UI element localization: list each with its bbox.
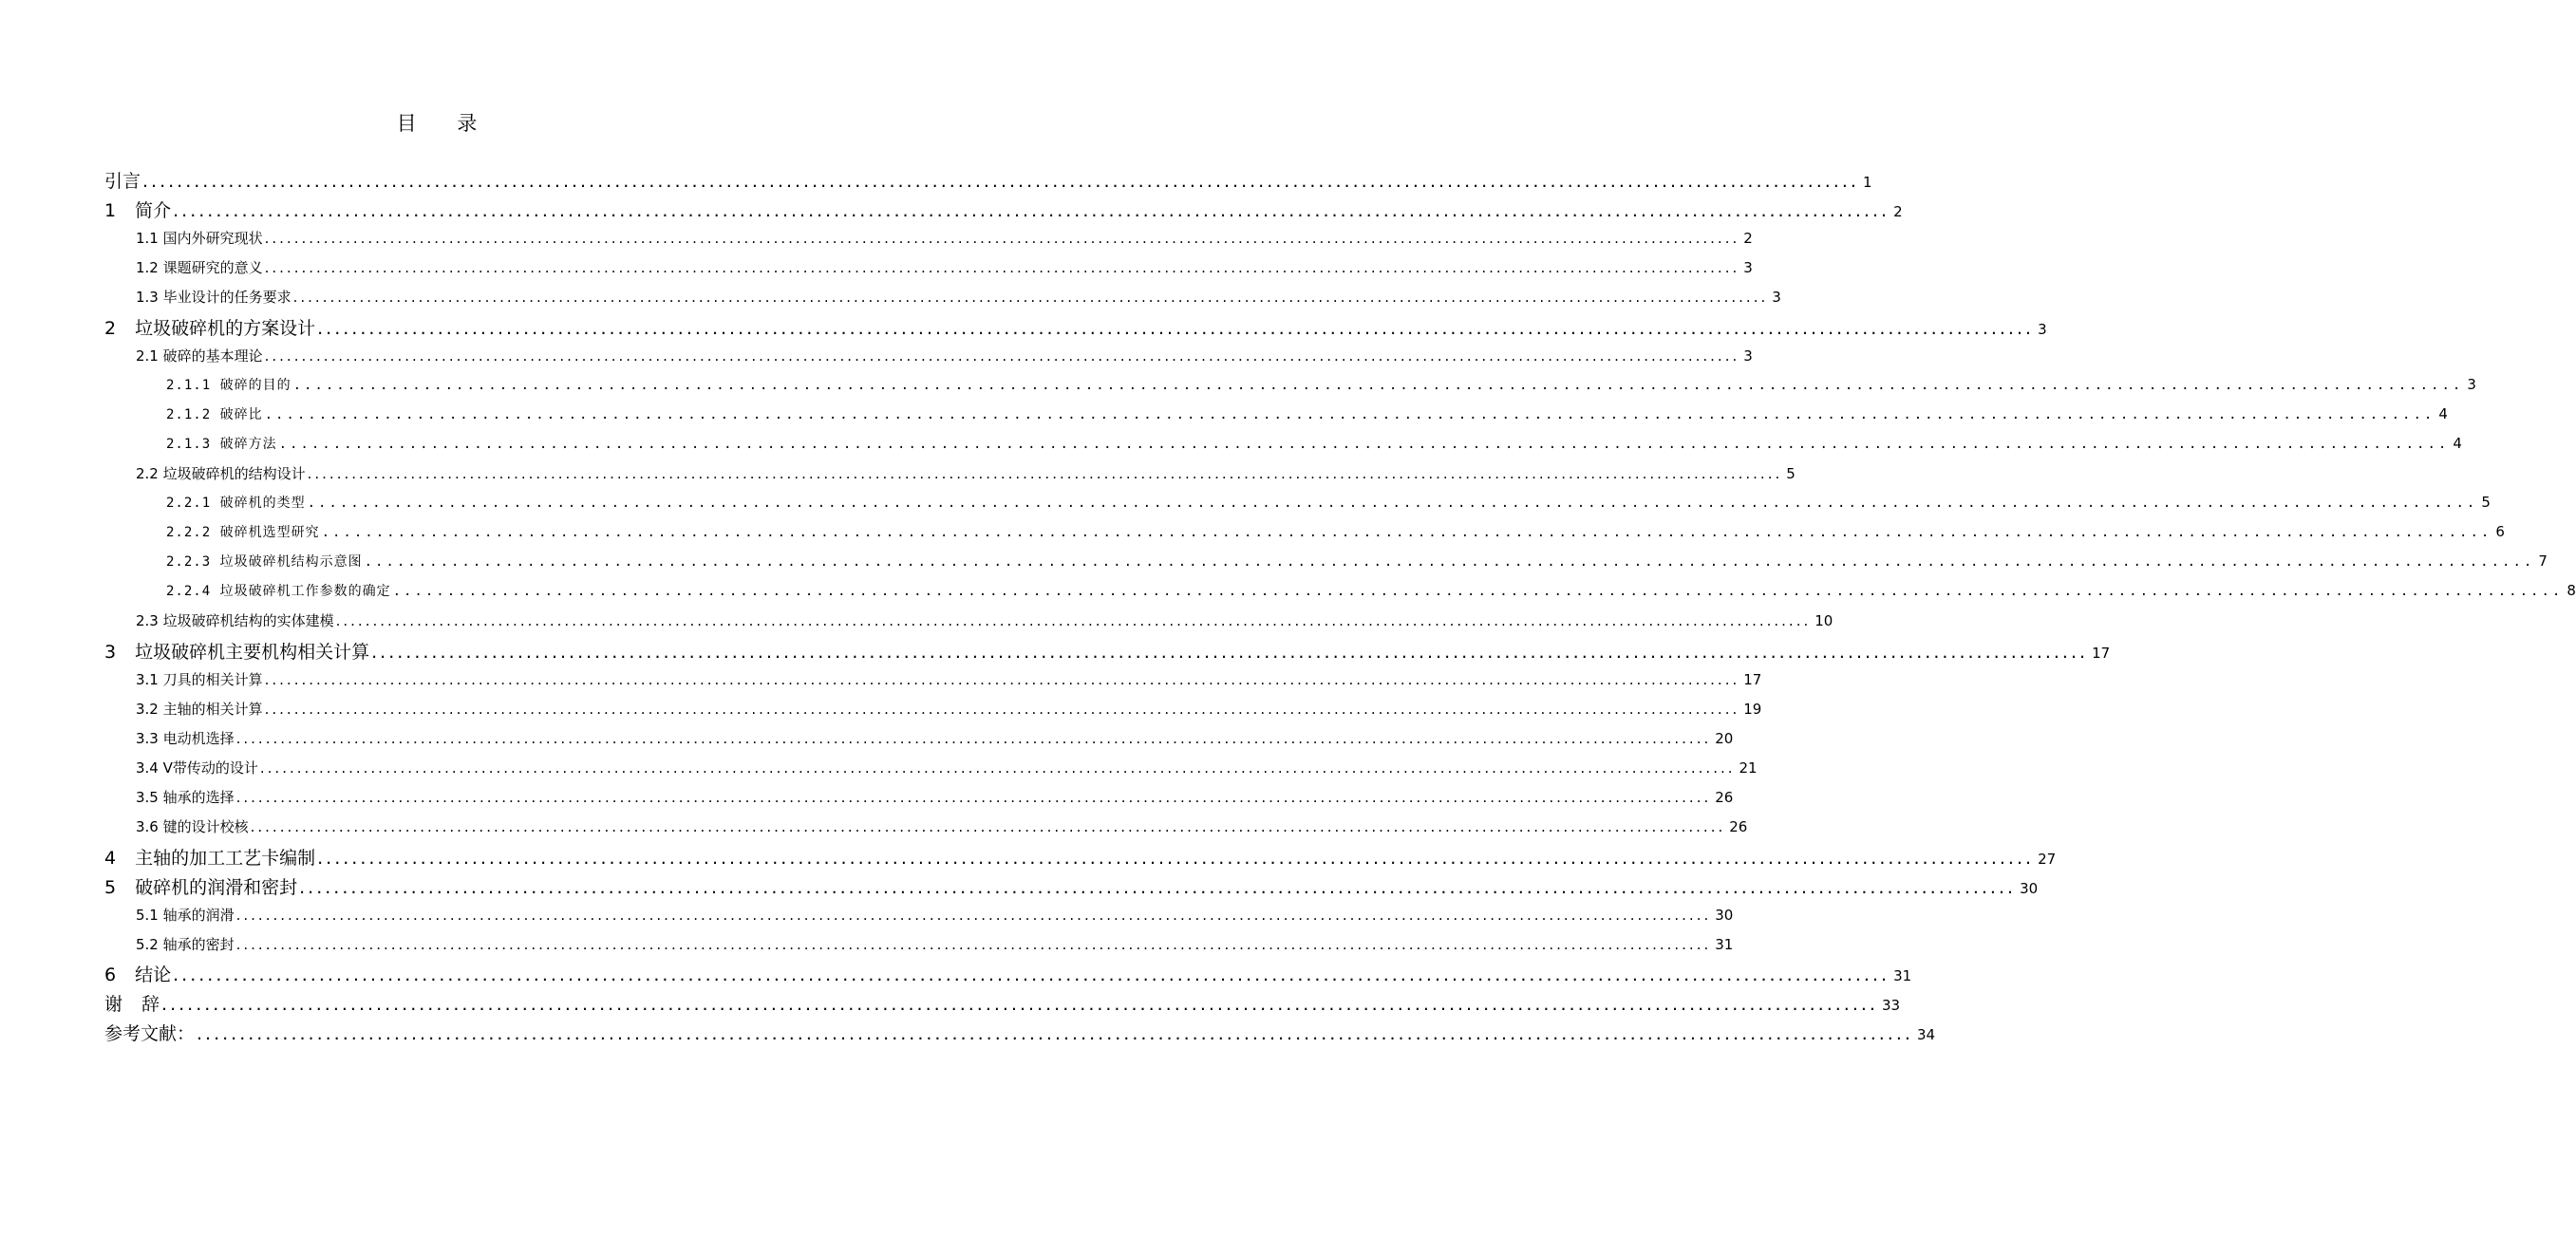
toc-leader-dots: ........................................................................................................................................................................................................ bbox=[371, 642, 2089, 663]
toc-leader-dots: ........................................................................................................................................................................................................ bbox=[161, 994, 1878, 1015]
toc-page-number: 26 bbox=[1715, 789, 1734, 806]
toc-page-number: 1 bbox=[1862, 174, 1872, 191]
toc-page-number: 31 bbox=[1893, 967, 1912, 984]
toc-entry[interactable] bbox=[166, 552, 2548, 571]
toc-leader-dots: ........................................................................................................................................................................................................ bbox=[264, 347, 1740, 365]
toc-leader-dots: ........................................................................................................................................................................................................ bbox=[364, 554, 2535, 570]
toc-page-number: 2 bbox=[1893, 203, 1903, 220]
toc-leader-dots: ........................................................................................................................................................................................................ bbox=[235, 936, 1712, 953]
toc-entry[interactable] bbox=[136, 346, 1753, 365]
toc-entry[interactable] bbox=[136, 758, 1758, 777]
toc-page-number: 5 bbox=[2481, 494, 2491, 511]
toc-page-number: 8 bbox=[2567, 582, 2576, 599]
toc-entry-title: 3.2 主轴的相关计算 bbox=[136, 701, 263, 718]
toc-entry-title: 5.1 轴承的润滑 bbox=[136, 907, 235, 924]
toc-entry-title: 5 破碎机的润滑和密封 bbox=[104, 877, 298, 898]
toc-page-number: 20 bbox=[1715, 730, 1734, 747]
toc-entry-title: 2.1.3 破碎方法 bbox=[166, 437, 277, 452]
toc-leader-dots: ........................................................................................................................................................................................................ bbox=[307, 496, 2478, 511]
toc-leader-dots: ........................................................................................................................................................................................................ bbox=[299, 877, 2017, 898]
toc-page-number: 2 bbox=[1743, 230, 1753, 247]
toc-entry[interactable] bbox=[166, 493, 2491, 512]
toc-entry[interactable] bbox=[136, 257, 1753, 277]
toc-page-number: 21 bbox=[1739, 759, 1758, 777]
toc-entry-title: 2.2.3 垃圾破碎机结构示意图 bbox=[166, 554, 363, 570]
toc-entry-title: 3.4 V带传动的设计 bbox=[136, 759, 258, 777]
toc-leader-dots: ........................................................................................................................................................................................................ bbox=[335, 612, 1812, 629]
toc-page-number: 3 bbox=[2038, 321, 2047, 338]
toc-entry[interactable] bbox=[136, 699, 1762, 719]
toc-entry[interactable] bbox=[166, 404, 2448, 423]
toc-entry[interactable] bbox=[136, 728, 1734, 748]
toc-entry-title: 3.1 刀具的相关计算 bbox=[136, 671, 263, 688]
toc-page-number: 34 bbox=[1916, 1026, 1936, 1043]
toc-page-number: 30 bbox=[1715, 907, 1734, 924]
toc-leader-dots: ........................................................................................................................................................................................................ bbox=[292, 378, 2464, 393]
toc-entry-title: 1.2 课题研究的意义 bbox=[136, 259, 263, 276]
toc-entry-title: 3.6 键的设计校核 bbox=[136, 818, 249, 835]
toc-leader-dots: ........................................................................................................................................................................................................ bbox=[264, 701, 1740, 718]
toc-entry[interactable] bbox=[136, 610, 1833, 630]
toc-entry[interactable] bbox=[136, 287, 1781, 307]
toc-entry-title: 2 垃圾破碎机的方案设计 bbox=[104, 318, 316, 339]
toc-entry-title: 2.3 垃圾破碎机结构的实体建模 bbox=[136, 612, 334, 629]
toc-entry[interactable] bbox=[104, 1020, 1936, 1045]
toc-page-number: 17 bbox=[2092, 645, 2111, 662]
toc-leader-dots: ........................................................................................................................................................................................................ bbox=[197, 1023, 1913, 1044]
toc-leader-dots: ........................................................................................................................................................................................................ bbox=[264, 259, 1740, 276]
toc-entry[interactable] bbox=[136, 228, 1753, 248]
toc-page-number: 6 bbox=[2495, 523, 2505, 540]
toc-entry-title: 1.3 毕业设计的任务要求 bbox=[136, 289, 291, 306]
toc-entry[interactable] bbox=[104, 197, 1903, 222]
toc-leader-dots: ........................................................................................................................................................................................................ bbox=[392, 584, 2564, 599]
toc-entry-title: 4 主轴的加工工艺卡编制 bbox=[104, 848, 316, 869]
toc-page-number: 26 bbox=[1729, 818, 1748, 835]
toc-entry-title: 参考文献： bbox=[104, 1023, 196, 1044]
toc-entry-title: 引言 bbox=[104, 171, 141, 192]
toc-page-number: 3 bbox=[2467, 376, 2476, 393]
toc-leader-dots: ........................................................................................................................................................................................................ bbox=[173, 200, 1890, 221]
toc-page-number: 3 bbox=[1743, 259, 1753, 276]
toc-leader-dots: ........................................................................................................................................................................................................ bbox=[278, 437, 2450, 452]
toc-leader-dots: ........................................................................................................................................................................................................ bbox=[235, 789, 1712, 806]
toc-entry[interactable] bbox=[104, 314, 2047, 340]
toc-entry-title: 1.1 国内外研究现状 bbox=[136, 230, 263, 247]
toc-leader-dots: ........................................................................................................................................................................................................ bbox=[250, 818, 1726, 835]
toc-entry-title: 6 结论 bbox=[104, 964, 172, 985]
toc-leader-dots: ........................................................................................................................................................................................................ bbox=[264, 230, 1740, 247]
toc-leader-dots: ........................................................................................................................................................................................................ bbox=[307, 465, 1783, 482]
toc-leader-dots: ........................................................................................................................................................................................................ bbox=[317, 848, 2035, 869]
toc-entry[interactable] bbox=[136, 905, 1734, 925]
toc-leader-dots: ........................................................................................................................................................................................................ bbox=[321, 525, 2492, 540]
toc-entry-title: 3.3 电动机选择 bbox=[136, 730, 235, 747]
toc-entry[interactable] bbox=[104, 990, 1901, 1016]
toc-entry[interactable] bbox=[166, 522, 2505, 541]
toc-leader-dots: ........................................................................................................................................................................................................ bbox=[235, 730, 1712, 747]
toc-entry[interactable] bbox=[166, 581, 2576, 600]
toc-entry[interactable] bbox=[136, 816, 1748, 836]
page-title: 目 录 bbox=[396, 112, 495, 135]
toc-entry-title: 1 简介 bbox=[104, 200, 172, 221]
toc-entry[interactable] bbox=[104, 167, 1872, 193]
toc-page-number: 31 bbox=[1715, 936, 1734, 953]
toc-page-number: 33 bbox=[1881, 997, 1901, 1014]
toc-leader-dots: ........................................................................................................................................................................................................ bbox=[264, 407, 2435, 422]
toc-page-number: 10 bbox=[1814, 612, 1833, 629]
toc-page-number: 30 bbox=[2020, 880, 2039, 897]
toc-leader-dots: ........................................................................................................................................................................................................ bbox=[264, 671, 1740, 688]
toc-entry-title: 2.1 破碎的基本理论 bbox=[136, 347, 263, 365]
toc-page-number: 4 bbox=[2438, 405, 2448, 422]
toc-entry-title: 2.1.1 破碎的目的 bbox=[166, 378, 291, 393]
toc-entry-title: 2.2.1 破碎机的类型 bbox=[166, 496, 306, 511]
toc-page-number: 5 bbox=[1786, 465, 1796, 482]
toc-leader-dots: ........................................................................................................................................................................................................ bbox=[235, 907, 1712, 924]
toc-leader-dots: ........................................................................................................................................................................................................ bbox=[292, 289, 1769, 306]
toc-entry[interactable] bbox=[104, 844, 2057, 870]
toc-entry[interactable] bbox=[136, 669, 1762, 689]
toc-page-number: 3 bbox=[1743, 347, 1753, 365]
toc-leader-dots: ........................................................................................................................................................................................................ bbox=[142, 171, 1859, 192]
toc-page-number: 19 bbox=[1743, 701, 1762, 718]
toc-entry[interactable] bbox=[136, 463, 1796, 483]
toc-entry[interactable] bbox=[136, 934, 1734, 954]
toc-entry-title: 2.2.4 垃圾破碎机工作参数的确定 bbox=[166, 584, 391, 599]
toc-entry[interactable] bbox=[104, 638, 2111, 664]
toc-entry[interactable] bbox=[136, 787, 1734, 807]
toc-page-number: 3 bbox=[1772, 289, 1781, 306]
toc-entry-title: 3 垃圾破碎机主要机构相关计算 bbox=[104, 642, 370, 663]
toc-page-number: 4 bbox=[2453, 435, 2462, 452]
toc-entry[interactable] bbox=[104, 961, 1912, 986]
toc-entry[interactable] bbox=[166, 375, 2476, 394]
toc-page-number: 17 bbox=[1743, 671, 1762, 688]
toc-leader-dots: ........................................................................................................................................................................................................ bbox=[317, 318, 2035, 339]
toc-entry-title: 谢 辞 bbox=[104, 994, 160, 1015]
toc-page-number: 27 bbox=[2038, 851, 2057, 868]
toc-entry[interactable] bbox=[166, 434, 2462, 453]
toc-entry-title: 5.2 轴承的密封 bbox=[136, 936, 235, 953]
toc-entry-title: 3.5 轴承的选择 bbox=[136, 789, 235, 806]
toc-page-number: 7 bbox=[2538, 552, 2548, 570]
toc-leader-dots: ........................................................................................................................................................................................................ bbox=[173, 964, 1890, 985]
toc-entry-title: 2.2 垃圾破碎机的结构设计 bbox=[136, 465, 306, 482]
toc-entry[interactable] bbox=[104, 873, 2039, 899]
toc-entry-title: 2.1.2 破碎比 bbox=[166, 407, 263, 422]
toc-entry-title: 2.2.2 破碎机选型研究 bbox=[166, 525, 320, 540]
toc-leader-dots: ........................................................................................................................................................................................................ bbox=[259, 759, 1736, 777]
